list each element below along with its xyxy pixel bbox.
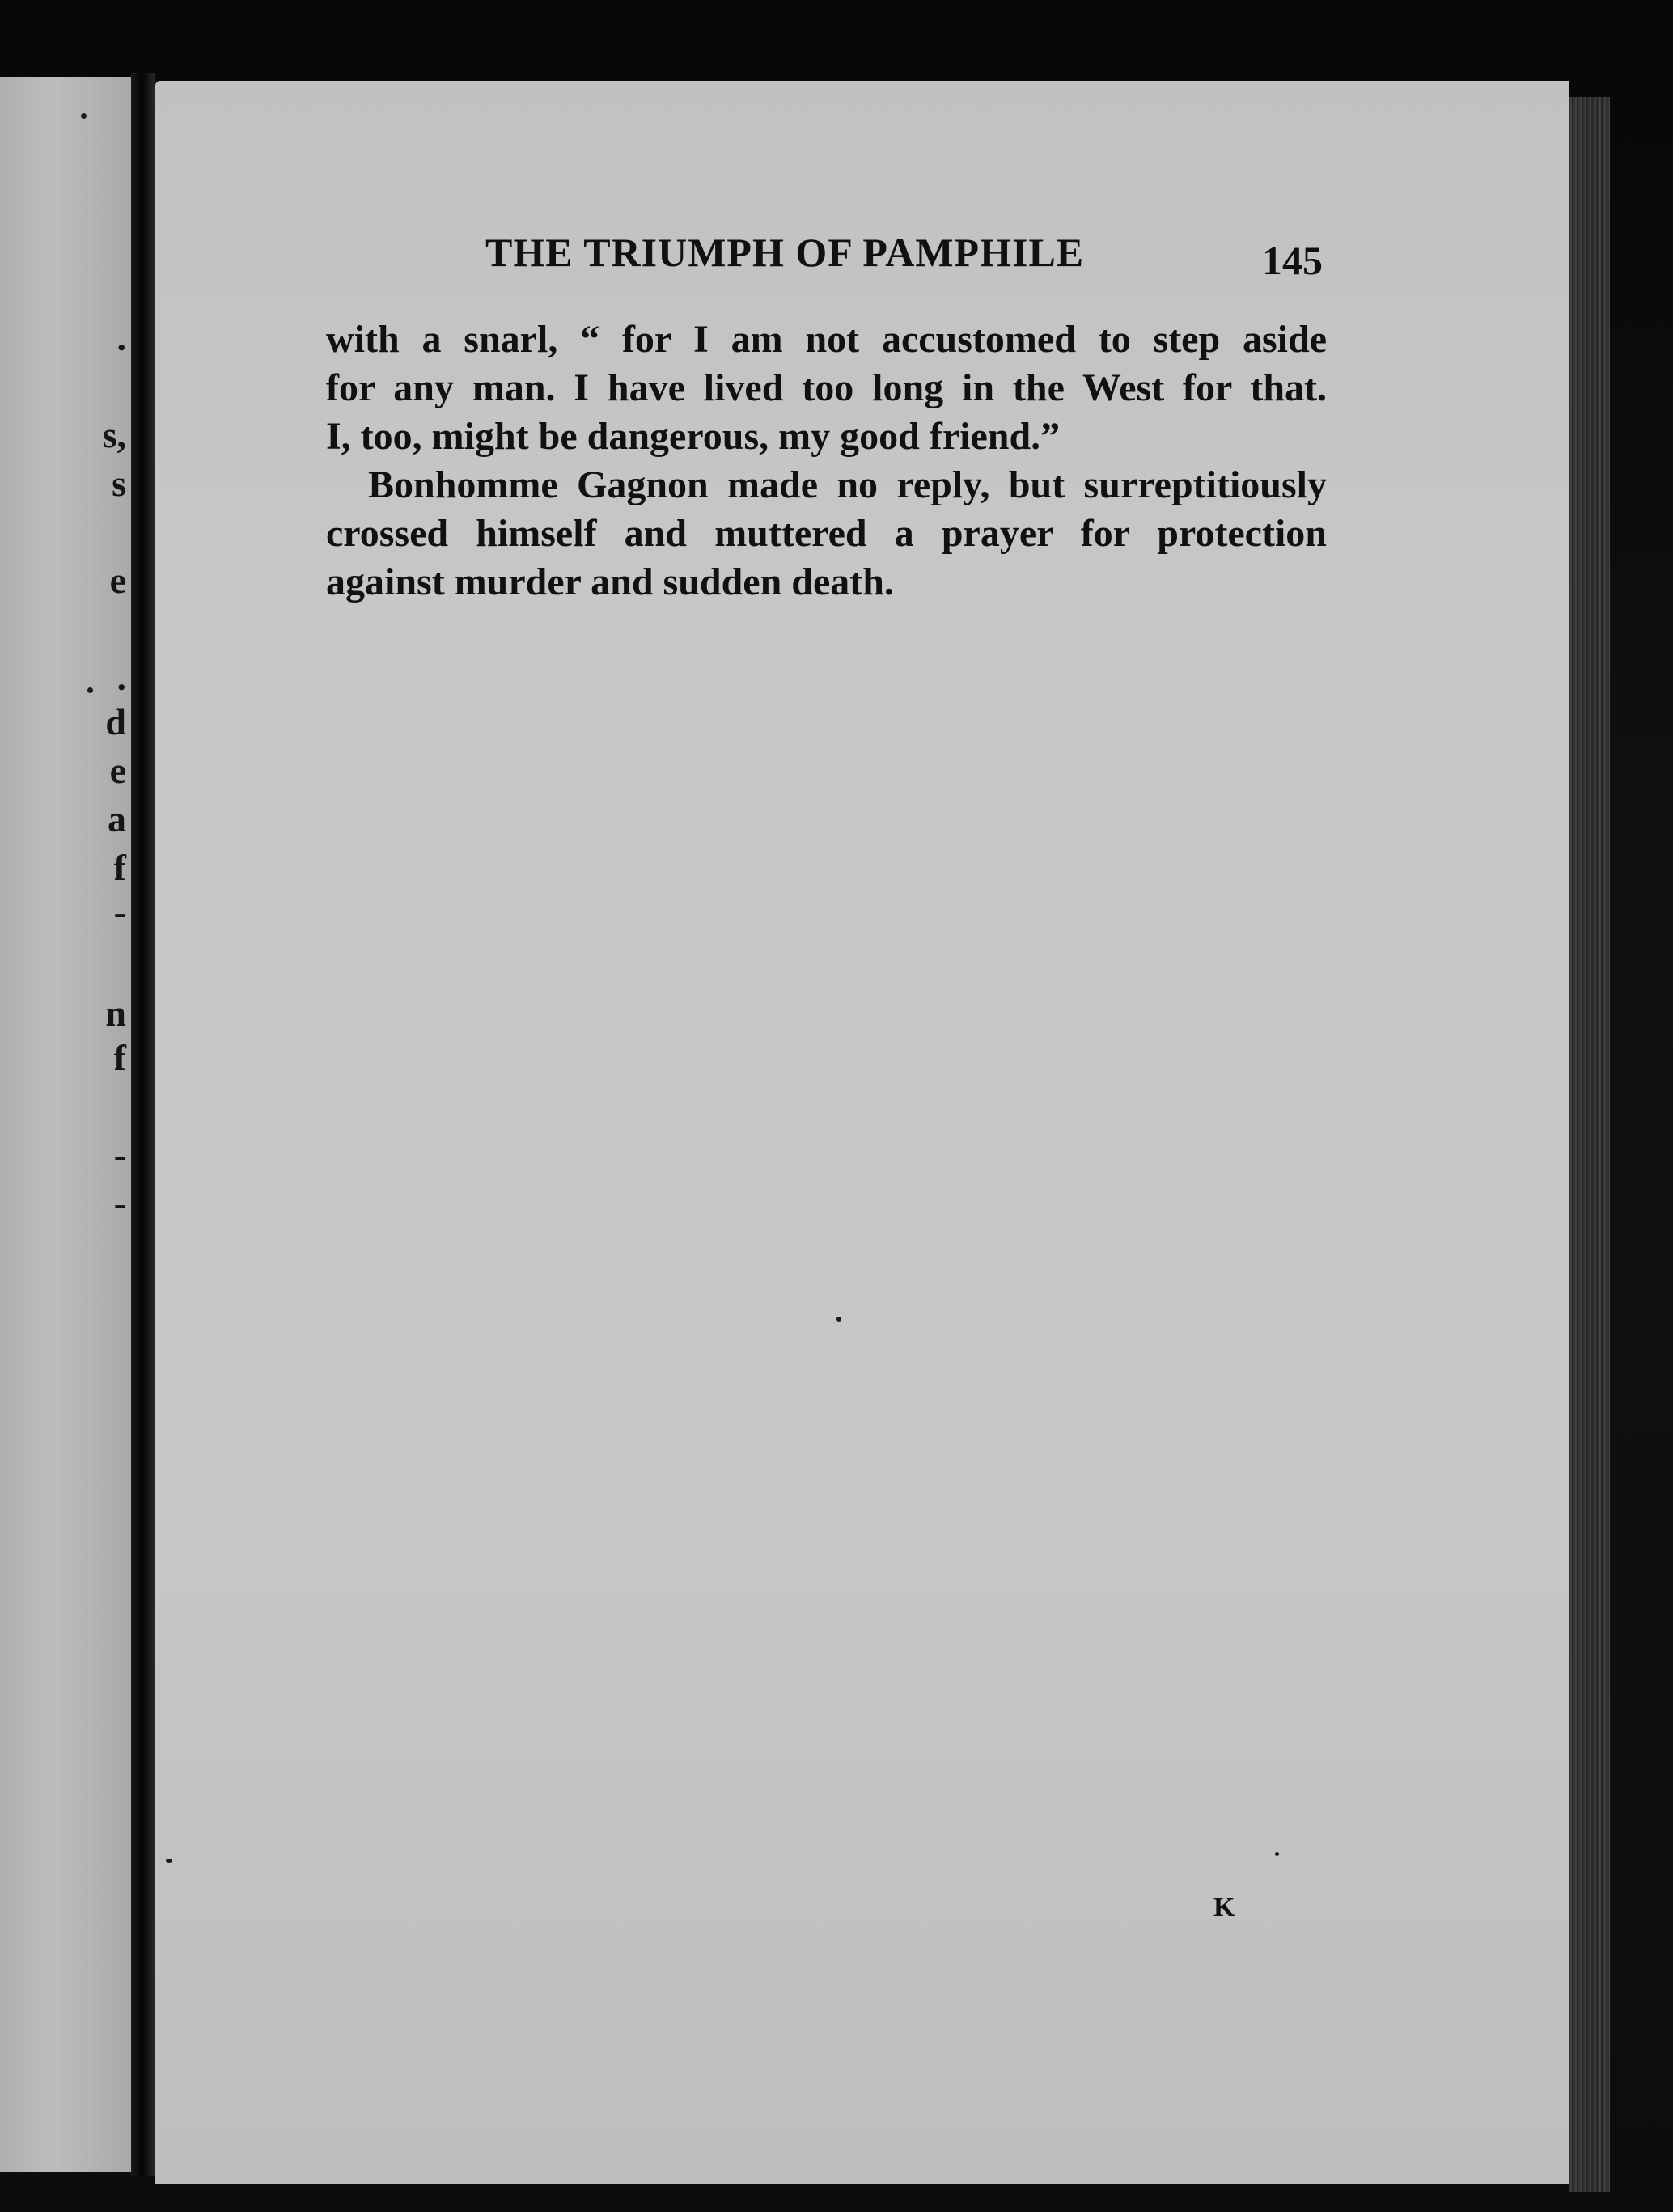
body-text — [326, 315, 1327, 607]
book-gutter — [131, 73, 155, 2176]
facing-page-fragment: s, — [102, 414, 126, 455]
scan-speck — [836, 1317, 841, 1322]
facing-page-fragment: a — [108, 798, 126, 840]
text-line: for any man. I have lived too long in the West for that. — [326, 366, 1327, 409]
facing-page-fragment: - — [113, 1134, 126, 1175]
facing-page-fragment: - — [113, 1182, 126, 1224]
running-head: THE TRIUMPH OF PAMPHILE — [485, 230, 1085, 275]
page-number: 145 — [1262, 238, 1323, 283]
text-line: I, too, might be dangerous, my good friend.” — [326, 415, 1061, 458]
scan-speck — [81, 113, 87, 119]
facing-page-fragment: e — [109, 560, 126, 601]
facing-page-fragment: f — [113, 847, 126, 888]
text-line: Bonhomme Gagnon made no reply, but surreptitiously — [368, 463, 1327, 506]
facing-page-fragment: - — [113, 891, 126, 933]
scan-speck — [166, 1859, 172, 1863]
facing-page-fragment: . — [116, 317, 126, 358]
facing-page-fragment: n — [105, 992, 126, 1034]
facing-page-left — [0, 77, 131, 2172]
text-line: with a snarl, “ for I am not accustomed to step aside — [326, 318, 1327, 361]
page-stack-edge — [1569, 97, 1610, 2192]
facing-page-fragment: . — [116, 657, 126, 698]
text-line: crossed himself and muttered a prayer for protection — [326, 512, 1327, 555]
text-line: against murder and sudden death. — [326, 560, 894, 603]
scan-speck — [1275, 1852, 1279, 1856]
facing-page-fragment: s — [112, 463, 126, 504]
facing-page-fragment: e — [109, 750, 126, 791]
facing-page-fragment: d — [105, 701, 126, 742]
scan-speck — [87, 687, 93, 693]
facing-page-fragment: f — [113, 1037, 126, 1078]
signature-mark: K — [1213, 1893, 1235, 1922]
